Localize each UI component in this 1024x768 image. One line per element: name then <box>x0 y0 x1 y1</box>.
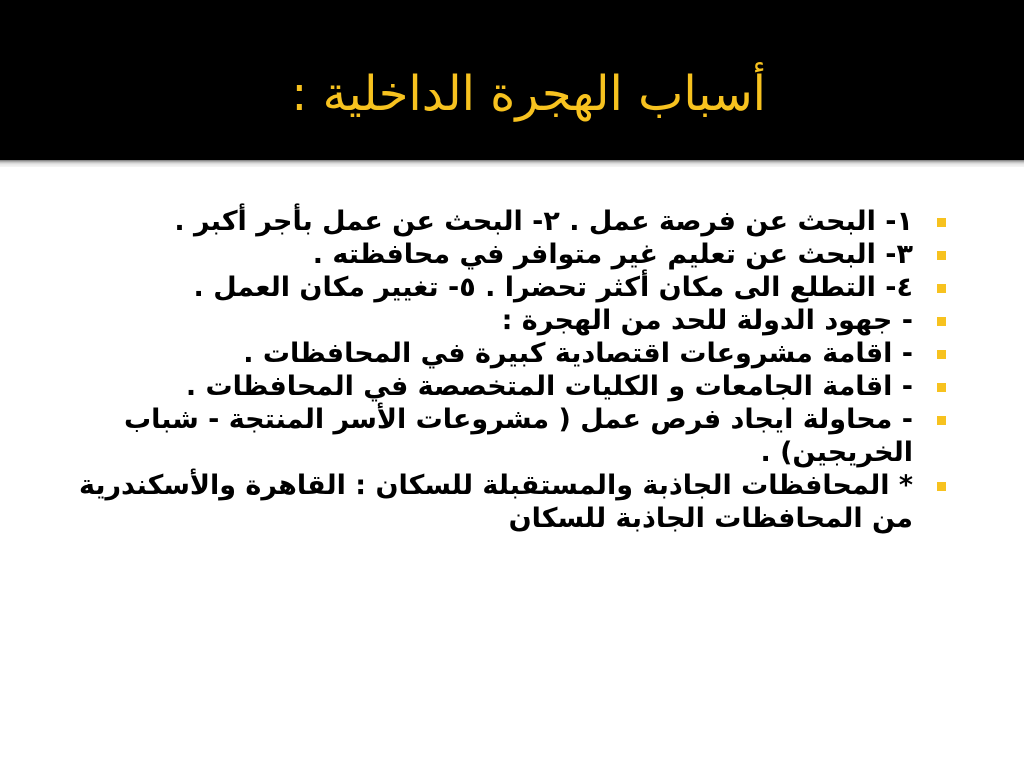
bullet-item <box>70 403 955 469</box>
square-bullet-icon <box>937 350 946 359</box>
square-bullet-icon <box>937 383 946 392</box>
bullet-text: - اقامة الجامعات و الكليات المتخصصة في المحافظات . <box>185 371 913 402</box>
slide-title: أسباب الهجرة الداخلية : <box>291 66 766 122</box>
bullet-list <box>70 205 955 535</box>
bullet-item <box>70 304 955 337</box>
square-bullet-icon <box>937 482 946 491</box>
square-bullet-icon <box>937 251 946 260</box>
bullet-text: ٤- التطلع الى مكان أكثر تحضرا . ٥- تغيير مكان العمل . <box>193 272 913 303</box>
bullet-item <box>70 205 955 238</box>
bullet-text: - جهود الدولة للحد من الهجرة : <box>501 305 913 336</box>
bullet-item <box>70 469 955 535</box>
title-bar <box>0 0 1024 160</box>
bullet-text: ٣- البحث عن تعليم غير متوافر في محافظته . <box>312 239 913 270</box>
square-bullet-icon <box>937 218 946 227</box>
bullet-item <box>70 238 955 271</box>
square-bullet-icon <box>937 284 946 293</box>
bullet-text: - محاولة ايجاد فرص عمل ( مشروعات الأسر المنتجة - شباب الخريجين) . <box>123 404 913 468</box>
square-bullet-icon <box>937 416 946 425</box>
title-divider <box>0 160 1024 167</box>
bullet-text: - اقامة مشروعات اقتصادية كبيرة في المحافظات . <box>243 338 913 369</box>
bullet-item <box>70 370 955 403</box>
bullet-item <box>70 271 955 304</box>
square-bullet-icon <box>937 317 946 326</box>
bullet-text: * المحافظات الجاذبة والمستقبلة للسكان : القاهرة والأسكندرية من المحافظات الجاذبة للسكان <box>78 470 913 534</box>
bullet-text: ١- البحث عن فرصة عمل . ٢- البحث عن عمل بأجر أكبر . <box>174 206 913 237</box>
bullet-item <box>70 337 955 370</box>
